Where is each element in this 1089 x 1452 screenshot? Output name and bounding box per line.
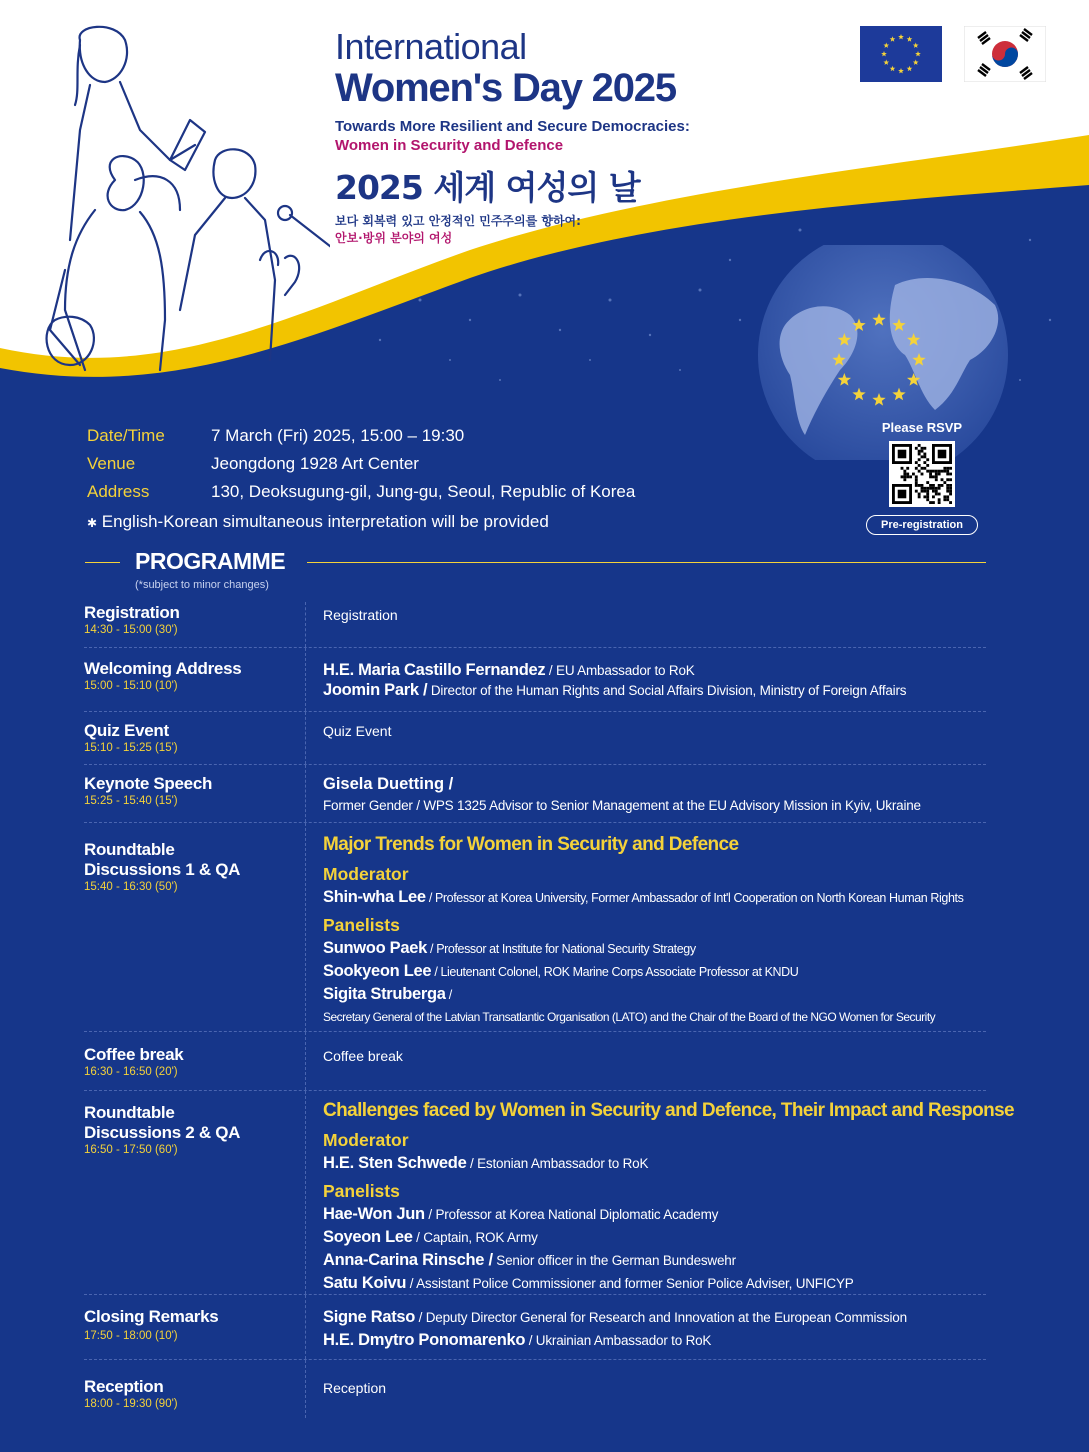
speaker-role: / Deputy Director General for Research and Innovation at the European Commission <box>415 1310 907 1325</box>
session-title-text: Roundtable <box>84 840 175 859</box>
session-title <box>84 840 240 895</box>
divider-right <box>307 562 986 563</box>
session-title <box>84 1307 218 1344</box>
eu-flag-icon <box>860 26 942 82</box>
korean-subtitle-2: 안보·방위 분야의 여성 <box>335 231 453 245</box>
panelist-line <box>323 1249 1083 1272</box>
speaker-name: Signe Ratso <box>323 1308 416 1326</box>
speaker-role: / EU Ambassador to RoK <box>545 663 695 678</box>
session-title <box>84 721 178 756</box>
panelist-line <box>323 1203 1083 1226</box>
speaker-name: Joomin Park / <box>323 681 428 699</box>
speaker-role: / Ukrainian Ambassador to RoK <box>525 1333 712 1348</box>
session-title-text: Coffee break <box>84 1045 184 1064</box>
session-row <box>84 602 986 648</box>
speaker-name: H.E. Sten Schwede <box>323 1154 467 1172</box>
speaker-name: H.E. Dmytro Ponomarenko <box>323 1331 526 1349</box>
panelist-line <box>323 960 1083 983</box>
session-desc: Quiz Event <box>323 723 392 739</box>
speaker-name: Shin-wha Lee <box>323 888 426 906</box>
title-line1: International <box>335 26 527 67</box>
speaker-role: Senior officer in the German Bundeswehr <box>492 1253 736 1268</box>
session-time: 15:40 - 16:30 (50') <box>84 881 178 893</box>
session-time: 15:00 - 15:10 (10') <box>84 680 178 692</box>
address-value: 130, Deoksugung-gil, Jung-gu, Seoul, Republic of Korea <box>211 482 636 501</box>
speaker-name: Anna-Carina Rinsche / <box>323 1251 493 1269</box>
session-time: 16:30 - 16:50 (20') <box>84 1066 178 1078</box>
rsvp-label: Please RSVP <box>881 420 963 435</box>
korean-title: 2025 세계 여성의 날 <box>335 168 640 207</box>
panelist-line <box>323 1226 1083 1249</box>
session-title <box>84 1103 240 1158</box>
interpretation-note <box>87 512 549 532</box>
column-divider <box>305 712 306 764</box>
session-row <box>84 1295 986 1360</box>
session-time: 18:00 - 19:30 (90') <box>84 1398 178 1410</box>
women-illustration <box>20 20 330 390</box>
info-row-address <box>87 478 635 506</box>
session-desc <box>323 773 1083 817</box>
speaker-name: Hae-Won Jun <box>323 1205 425 1223</box>
asterisk-icon: ✱ <box>87 516 98 530</box>
speaker-name: H.E. Maria Castillo Fernandez <box>323 661 546 679</box>
korea-flag-icon <box>964 26 1046 82</box>
address-label: Address <box>87 482 150 501</box>
session-desc <box>323 659 1083 702</box>
header-titles <box>335 28 690 246</box>
speaker-name: Gisela Duetting / <box>323 775 454 793</box>
session-desc <box>323 832 1083 1028</box>
speaker-name: Sookyeon Lee <box>323 962 432 980</box>
programme-note: (*subject to minor changes) <box>135 579 269 591</box>
venue-label: Venue <box>87 454 136 473</box>
speaker-role: / Assistant Police Commissioner and former Senior Police Adviser, UNFICYP <box>406 1276 854 1291</box>
venue-value: Jeongdong 1928 Art Center <box>211 454 419 473</box>
speaker-name: Soyeon Lee <box>323 1228 413 1246</box>
session-title <box>84 774 212 809</box>
session-title <box>84 603 180 638</box>
speaker-role: Former Gender / WPS 1325 Advisor to Senior Management at the EU Advisory Mission in Kyiv, Ukraine <box>323 798 921 813</box>
subtitle-line1: Towards More Resilient and Secure Democracies: <box>335 118 690 135</box>
speaker-role: / Professor at Institute for National Security Strategy <box>426 942 696 956</box>
panelist-line <box>323 937 1083 960</box>
session-desc <box>323 1306 1083 1352</box>
speaker-name: Sunwoo Paek <box>323 939 427 957</box>
session-title-text: Discussions 2 & QA <box>84 1123 241 1142</box>
rsvp-block <box>870 420 974 535</box>
session-row <box>84 1091 1015 1295</box>
session-row <box>84 765 986 823</box>
session-desc: Reception <box>323 1380 387 1396</box>
session-title-text: Keynote Speech <box>84 774 213 793</box>
session-time: 16:50 - 17:50 (60') <box>84 1144 178 1156</box>
column-divider <box>305 648 306 711</box>
session-time: 15:25 - 15:40 (15') <box>84 795 178 807</box>
divider-left <box>85 562 120 563</box>
speaker-role: / Lieutenant Colonel, ROK Marine Corps Associate Professor at KNDU <box>431 965 799 979</box>
column-divider <box>305 1091 306 1294</box>
session-time: 15:10 - 15:25 (15') <box>84 742 178 754</box>
panelist-extra: Secretary General of the Latvian Transatlantic Organisation (LATO) and the Chair of the Board of the NGO Women for Security <box>323 1010 936 1024</box>
title-line2: Women's Day 2025 <box>335 66 676 110</box>
session-row <box>84 1360 986 1418</box>
session-time: 17:50 - 18:00 (10') <box>84 1330 178 1342</box>
programme-title: PROGRAMME <box>135 548 286 574</box>
session-title-text: Roundtable <box>84 1103 175 1122</box>
date-value: 7 March (Fri) 2025, 15:00 – 19:30 <box>211 426 465 445</box>
session-desc: Registration <box>323 607 398 623</box>
moderator-label: Moderator <box>323 1130 409 1150</box>
column-divider <box>305 1032 306 1090</box>
speaker-role: Director of the Human Rights and Social Affairs Division, Ministry of Foreign Affairs <box>427 683 907 698</box>
session-desc: Coffee break <box>323 1048 403 1064</box>
speaker-line <box>323 1306 1083 1329</box>
panelist-line <box>323 1272 1083 1295</box>
session-desc <box>323 1098 1083 1295</box>
speaker-role: / Captain, ROK Army <box>412 1230 538 1245</box>
session-title-text: Reception <box>84 1377 164 1396</box>
interpretation-note-text: English-Korean simultaneous interpretation will be provided <box>101 512 549 531</box>
session-row <box>84 648 986 712</box>
info-row-date <box>87 422 635 450</box>
session-title <box>84 1377 178 1412</box>
session-title <box>84 659 241 694</box>
column-divider <box>305 765 306 822</box>
moderator-label: Moderator <box>323 864 409 884</box>
panelists-label: Panelists <box>323 1181 400 1201</box>
session-time: 14:30 - 15:00 (30') <box>84 624 178 636</box>
session-title-text: Welcoming Address <box>84 659 242 678</box>
moderator-line <box>323 1152 1083 1175</box>
qr-code-icon <box>892 444 952 504</box>
session-title-text: Registration <box>84 603 180 622</box>
speaker-line <box>323 679 1083 702</box>
date-label: Date/Time <box>87 426 165 445</box>
session-row <box>84 1032 986 1091</box>
session-title-text: Closing Remarks <box>84 1307 219 1326</box>
qr-code[interactable] <box>889 441 955 507</box>
moderator-line <box>323 886 1083 909</box>
column-divider <box>305 1295 306 1359</box>
speaker-role: / Estonian Ambassador to RoK <box>466 1156 649 1171</box>
panelists-label: Panelists <box>323 915 400 935</box>
speaker-role: / Professor at Korea National Diplomatic Academy <box>424 1207 719 1222</box>
session-title <box>84 1045 183 1080</box>
speaker-role: / Professor at Korea University, Former Ambassador of Int'l Cooperation on North Korean Human Rights <box>425 891 964 905</box>
column-divider <box>305 602 306 647</box>
info-row-venue <box>87 450 635 478</box>
speaker-name: Sigita Struberga <box>323 985 446 1003</box>
event-info <box>87 422 635 506</box>
session-topic: Major Trends for Women in Security and Defence <box>323 834 739 855</box>
pre-registration-button[interactable]: Pre-registration <box>866 515 978 535</box>
speaker-line <box>323 1329 1083 1352</box>
session-title-text: Discussions 1 & QA <box>84 860 241 879</box>
column-divider <box>305 823 306 1031</box>
session-row <box>84 712 986 765</box>
subtitle-line2: Women in Security and Defence <box>335 137 564 154</box>
panelist-line <box>323 983 1083 1006</box>
column-divider <box>305 1360 306 1418</box>
session-row <box>84 823 986 1032</box>
programme-header <box>85 548 986 576</box>
session-title-text: Quiz Event <box>84 721 169 740</box>
speaker-role: / <box>445 988 452 1002</box>
speaker-name: Satu Koivu <box>323 1274 407 1292</box>
session-topic: Challenges faced by Women in Security and Defence, Their Impact and Response <box>323 1100 1015 1121</box>
korean-subtitle-1: 보다 회복력 있고 안정적인 민주주의를 향하여: <box>335 214 581 228</box>
